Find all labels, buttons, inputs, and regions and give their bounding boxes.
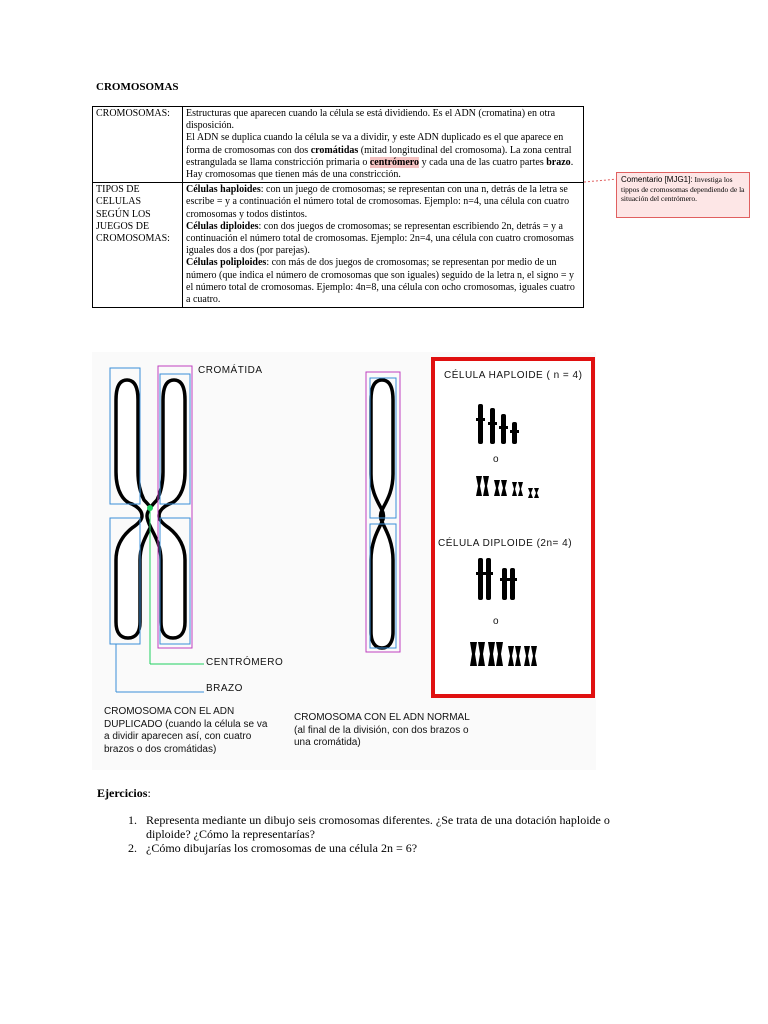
text-span: : con un juego de cromosomas; se representan con una n, detrás de la letra se escribe = y a continuación el número total de cromosomas. Ejemplo: n=4, una célula con cuatro cromosomas y todos distintos. <box>186 184 570 220</box>
row-content-cromosomas <box>183 107 584 183</box>
label-brazo: BRAZO <box>206 683 243 694</box>
term-cromatidas: cromátidas <box>310 144 359 156</box>
cell-types-box <box>433 359 593 696</box>
diploid-paragraph <box>186 221 580 258</box>
label-line: CELULAS <box>96 196 141 208</box>
text-span: : con dos juegos de cromosomas; se representan escribiendo 2n, detrás = y a continuación el número total de cromosomas. Ejemplo: 2n=4, una célula con cuatro cromosomas iguales dos a dos (por parejas). <box>186 220 574 257</box>
text-span: : con más de dos juegos de cromosomas; se representan por medio de un número (que indica el número de cromosomas que son iguales) seguido de la letra n, el signo = y el número total de cromosomas. Ejemplo: 4n=8, una célula con ocho cromosomas, iguales cuatro a cuatro. <box>186 257 575 306</box>
caption-normal <box>294 712 470 750</box>
caption-duplicated <box>104 706 267 756</box>
label-line: TIPOS DE <box>96 184 140 196</box>
comment-text: Investiga los tippos de cromosomas dependiendo de la situación del centrómero. <box>621 175 745 203</box>
caption-line: CROMOSOMA CON EL ADN NORMAL <box>294 712 470 723</box>
term-haploides: Células haploides <box>186 184 261 196</box>
row-label-tipos <box>93 183 183 308</box>
adn-paragraph <box>186 132 580 181</box>
list-item: 2. ¿Cómo dibujarías los cromosomas de una célula 2n = 6? <box>140 841 610 855</box>
label-line: JUEGOS DE <box>96 220 150 232</box>
or-label: o <box>493 454 500 465</box>
text-span: . Hay cromosomas que tienen más de una constricción. <box>186 156 574 181</box>
caption-line: a dividir aparecen así, con cuatro <box>104 731 252 742</box>
or-label: o <box>493 616 500 627</box>
comment-connector <box>584 176 618 186</box>
haploid-paragraph <box>186 184 580 221</box>
exercise-list <box>96 813 610 855</box>
caption-line: CROMOSOMA CON EL ADN <box>104 706 235 717</box>
chromosome-definitions-table <box>92 106 584 308</box>
text-span: y cada una de las cuatro partes <box>419 156 547 168</box>
caption-line: DUPLICADO (cuando la célula se va <box>104 718 268 730</box>
polyploid-paragraph <box>186 257 580 306</box>
caption-line: (al final de la división, con dos brazos o <box>294 724 469 736</box>
table-row <box>93 107 584 183</box>
row-label-cromosomas: CROMOSOMAS: <box>93 107 183 183</box>
caption-line: brazos o dos cromátidas) <box>104 743 217 755</box>
caption-line: una cromátida) <box>294 737 361 748</box>
term-diploides: Células diploides <box>186 220 259 232</box>
term-centromero[interactable]: centrómero <box>369 156 420 168</box>
row-content-tipos <box>183 183 584 308</box>
label-line: CROMOSOMAS: <box>96 233 170 245</box>
chromosome-figure <box>92 352 596 770</box>
list-item: 1. Representa mediante un dibujo seis cromosomas diferentes. ¿Se trata de una dotación haploide o diploide? ¿Cómo la representarías? <box>140 813 610 841</box>
term-brazo: brazo <box>546 156 571 168</box>
haploid-title: CÉLULA HAPLOIDE ( n = 4) <box>444 370 583 381</box>
review-comment[interactable] <box>616 172 750 218</box>
exercises-title: Ejercicios: <box>97 786 151 800</box>
diploid-title: CÉLULA DIPLOIDE (2n= 4) <box>438 538 573 549</box>
table-row <box>93 183 584 308</box>
document-title: CROMOSOMAS <box>96 81 179 93</box>
label-cromatida: CROMÁTIDA <box>198 365 263 376</box>
text-span: El ADN se duplica cuando la célula se va a dividir, y este ADN duplicado es el que aparece en forma de cromosomas con dos <box>186 132 564 156</box>
normal-chromosome <box>366 372 400 652</box>
comment-tag: Comentario [MJG1]: <box>621 175 693 184</box>
definition-paragraph: Estructuras que aparecen cuando la célula se está dividiendo. Es el ADN (cromatina) en otra disposición. <box>186 108 556 132</box>
label-centromero: CENTRÓMERO <box>206 657 284 668</box>
term-poliploides: Células poliploides <box>186 257 267 269</box>
text-span: (mitad longitudinal del cromosoma). La zona central estrangulada se llama constricción primaria o <box>186 144 572 168</box>
exercises-heading: Ejercicios <box>97 786 148 800</box>
label-line: SEGÚN LOS <box>96 208 151 220</box>
